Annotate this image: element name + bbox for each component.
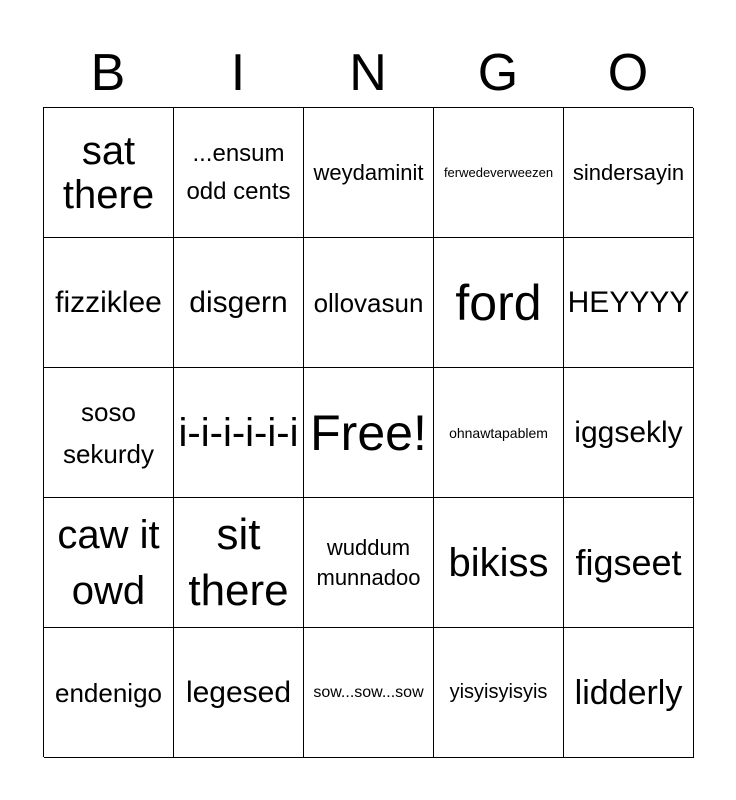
cell-text: disgern	[189, 285, 288, 319]
bingo-cell-r2c2[interactable]	[174, 238, 304, 368]
bingo-cell-r3c2[interactable]	[174, 368, 304, 498]
bingo-cell-r1c2[interactable]	[174, 108, 304, 238]
cell-text: sindersayin	[572, 159, 685, 185]
cell-text: HEYYYY	[567, 285, 690, 319]
bingo-cell-r5c1[interactable]	[44, 628, 174, 758]
cell-text: iggsekly	[574, 415, 683, 449]
header-letter-o: O	[607, 44, 649, 102]
cell-text: wuddum munnadoo	[316, 534, 421, 590]
bingo-cell-r2c1[interactable]	[44, 238, 174, 368]
cell-text: Free!	[310, 404, 427, 461]
bingo-cell-r2c4[interactable]	[434, 238, 564, 368]
bingo-cell-r3c1[interactable]	[44, 368, 174, 498]
cell-text: yisyisyisyis	[449, 681, 548, 703]
bingo-cell-r1c4[interactable]	[434, 108, 564, 238]
bingo-board	[43, 107, 693, 757]
bingo-cell-r2c3[interactable]	[304, 238, 434, 368]
cell-text: ferwedeverweezen	[443, 164, 554, 180]
cell-text: caw it owd	[57, 512, 160, 613]
cell-text: endenigo	[55, 677, 162, 708]
cell-text: figseet	[575, 541, 682, 583]
cell-text: weydaminit	[313, 159, 424, 185]
header-letter-g: G	[477, 44, 519, 102]
cell-text: sow...sow...sow	[313, 684, 424, 701]
cell-text: ...ensum odd cents	[186, 139, 291, 205]
cell-text: i-i-i-i-i-i	[178, 410, 299, 455]
bingo-cell-r4c4[interactable]	[434, 498, 564, 628]
cell-text: legesed	[185, 675, 292, 709]
bingo-cell-r4c5[interactable]	[564, 498, 694, 628]
cell-text: ford	[455, 274, 542, 331]
bingo-cell-r4c3[interactable]	[304, 498, 434, 628]
cell-text: fizziklee	[55, 285, 162, 319]
bingo-cell-r5c4[interactable]	[434, 628, 564, 758]
bingo-cell-r5c2[interactable]	[174, 628, 304, 758]
cell-text: lidderly	[574, 673, 683, 712]
cell-text: sit there	[188, 509, 289, 615]
cell-text: soso sekurdy	[62, 396, 155, 469]
bingo-cell-r2c5[interactable]	[564, 238, 694, 368]
header-letter-n: N	[349, 44, 387, 102]
bingo-cell-r5c3[interactable]	[304, 628, 434, 758]
cell-text: bikiss	[448, 540, 549, 585]
bingo-cell-r3c5[interactable]	[564, 368, 694, 498]
bingo-cell-r3c4[interactable]	[434, 368, 564, 498]
bingo-cell-r3c3[interactable]	[304, 368, 434, 498]
bingo-cell-r1c1[interactable]	[44, 108, 174, 238]
bingo-cell-r4c2[interactable]	[174, 498, 304, 628]
bingo-cell-r1c3[interactable]	[304, 108, 434, 238]
cell-text: ollovasun	[313, 287, 424, 318]
bingo-header	[43, 40, 693, 106]
bingo-cell-r1c5[interactable]	[564, 108, 694, 238]
header-letter-i: I	[230, 44, 246, 102]
cell-text: ohnawtapablem	[449, 424, 548, 441]
bingo-cell-r4c1[interactable]	[44, 498, 174, 628]
cell-text: sat there	[62, 128, 155, 217]
header-letter-b: B	[90, 44, 126, 102]
bingo-cell-r5c5[interactable]	[564, 628, 694, 758]
